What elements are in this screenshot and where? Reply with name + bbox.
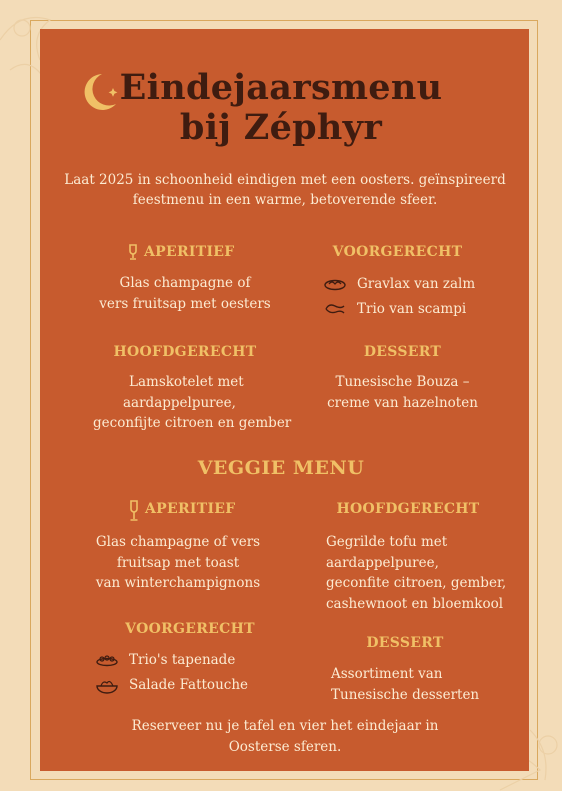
item-label: Salade Fattouche xyxy=(129,677,249,693)
veggie-aperitief-text xyxy=(78,532,278,594)
dessert-text xyxy=(310,372,495,413)
veggie-voorgerecht-heading: VOORGERECHT xyxy=(125,621,255,637)
item-label: Trio's tapenade xyxy=(129,652,236,668)
champagne-glass-icon xyxy=(128,500,140,522)
veggie-aperitief-line: fruitsap met toast xyxy=(116,554,240,571)
veggie-hoofdgerecht-line: geconfite citroen, gember, xyxy=(326,575,507,591)
hoofdgerecht-line: Lamskotelet met xyxy=(129,374,244,390)
veggie-dessert-line: Tunesische desserten xyxy=(331,686,480,703)
veggie-hoofdgerecht-heading: HOOFDGERECHT xyxy=(336,501,480,517)
veggie-menu-heading: VEGGIE MENU xyxy=(197,457,365,479)
veggie-hoofdgerecht-line: Gegrilde tofu met xyxy=(326,534,448,550)
voorgerecht-heading: VOORGERECHT xyxy=(332,244,463,260)
item-label: Trio van scampi xyxy=(357,301,467,317)
veggie-dessert-heading: DESSERT xyxy=(366,635,444,651)
footer-line: Reserveer nu je tafel en vier het eindejaar in xyxy=(131,718,439,734)
title-line-2: bij Zéphyr xyxy=(179,107,383,148)
veggie-hoofdgerecht-line: cashewnoot en bloemkool xyxy=(326,595,504,612)
tapenade-icon xyxy=(95,653,119,667)
dish-icon xyxy=(323,277,347,291)
veggie-aperitief-line: van winterchampignons xyxy=(95,575,261,591)
champagne-glass-icon xyxy=(127,244,139,260)
veggie-dessert-line: Assortiment van xyxy=(331,666,443,682)
intro-text: Laat 2025 in schoonheid eindigen met een oosters. geïnspireerd feestmenu in een warme, betoverende sfeer. xyxy=(64,172,506,208)
veggie-aperitief-heading: APERITIEF xyxy=(145,501,236,517)
footer-line: Oosterse sferen. xyxy=(228,739,342,755)
aperitief-line: vers fruitsap met oesters xyxy=(99,295,271,312)
veggie-hoofdgerecht-line: aardappelpuree, xyxy=(326,554,439,571)
dessert-line: creme van hazelnoten xyxy=(327,394,478,411)
aperitief-text xyxy=(70,273,300,314)
page-title xyxy=(0,68,562,148)
footer-text xyxy=(70,716,500,758)
hoofdgerecht-text xyxy=(93,372,313,434)
veggie-hoofdgerecht-text xyxy=(326,532,521,614)
salad-bowl-icon xyxy=(95,678,119,694)
shrimp-icon xyxy=(323,302,347,316)
item-label: Gravlax van zalm xyxy=(357,276,476,292)
aperitief-line: Glas champagne of xyxy=(119,275,251,291)
hoofdgerecht-heading: HOOFDGERECHT xyxy=(113,344,257,360)
title-line-1: Eindejaarsmenu xyxy=(119,67,443,108)
aperitief-heading: APERITIEF xyxy=(144,244,235,260)
dessert-line: Tunesische Bouza – xyxy=(335,374,470,390)
veggie-dessert-text xyxy=(331,664,521,705)
dessert-heading: DESSERT xyxy=(363,344,442,360)
hoofdgerecht-line: geconfijte citroen en gember xyxy=(93,415,292,431)
hoofdgerecht-line: aardappelpuree, xyxy=(123,394,236,411)
veggie-aperitief-line: Glas champagne of vers xyxy=(95,534,261,550)
